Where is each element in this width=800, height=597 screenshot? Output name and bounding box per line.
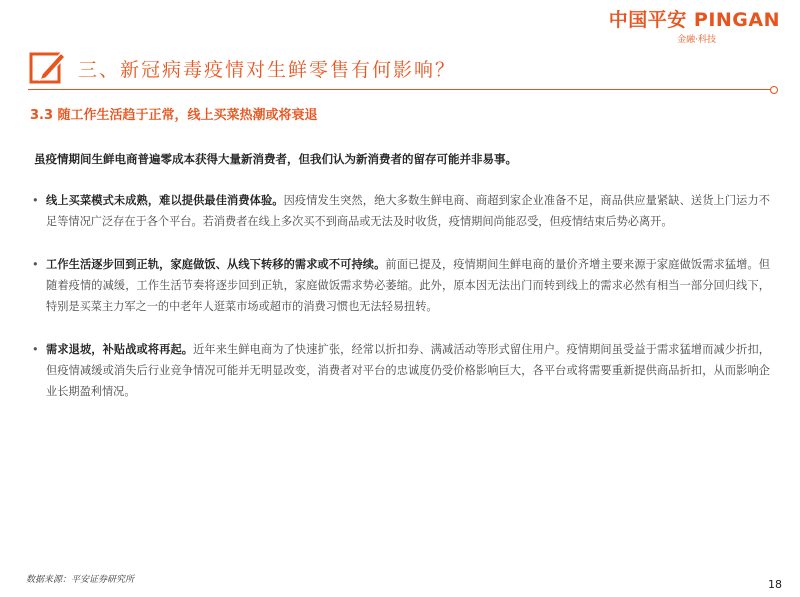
bullet-body: 近年来生鲜电商为了快速扩张，经常以折扣券、满减活动等形式留住用户。疫情期间虽受益于需求猛增而减少折扣，但疫情减缓或消失后行业竞争情况可能并无明显改变，消费者对平台的忠诚度仍受价格影响巨大，各平台或将需要重新提供商品折扣，从而影响企业长期盈利情况。 [46,343,770,398]
intro-statement: 虽疫情期间生鲜电商普遍零成本获得大量新消费者，但我们认为新消费者的留存可能并非易事。 [34,152,517,166]
page-number: 18 [768,578,782,591]
bullet-lead: 工作生活逐步回到正轨，家庭做饭、从线下转移的需求或不可持续。 [46,258,386,271]
bullet-body: 前面已提及，疫情期间生鲜电商的量价齐增主要来源于家庭做饭需求猛增。但随着疫情的减缓，工作生活节奏将逐步回到正轨，家庭做饭需求势必萎缩。此外，原本因无法出门而转到线上的需求必然有相当一部分回归线下，特别是买菜主力军之一的中老年人逛菜市场或超市的消费习惯也无法轻易扭转。 [46,258,770,313]
bullet-lead: 需求退坡，补贴战或将再起。 [46,343,194,356]
bullet-lead: 线上买菜模式未成熟，难以提供最佳消费体验。 [46,194,284,207]
bullet-list [30,190,770,424]
brand-logo [595,9,780,45]
data-source-note: 数据来源：平安证券研究所 [26,575,135,585]
pencil-in-square-icon [28,48,68,88]
slide-subtitle: 3.3 随工作生活趋于正常，线上买菜热潮或将衰退 [30,108,318,123]
divider-end-dot [770,86,778,94]
logo-tagline: 金融·科技 [677,35,716,45]
bullet-item [30,190,770,232]
bullet-item [30,254,770,317]
section-title: 三、新冠病毒疫情对生鲜零售有何影响？ [78,59,457,81]
logo-text: 中国平安 PINGAN [608,9,780,31]
title-divider [28,89,772,90]
bullet-body: 因疫情发生突然，绝大多数生鲜电商、商超到家企业准备不足，商品供应量紧缺、送货上门运力不足等情况广泛存在于各个平台。若消费者在线上多次买不到商品或无法及时收货，疫情期间尚能忍受，但疫情结束后势必离开。 [46,194,770,228]
bullet-item [30,339,770,402]
